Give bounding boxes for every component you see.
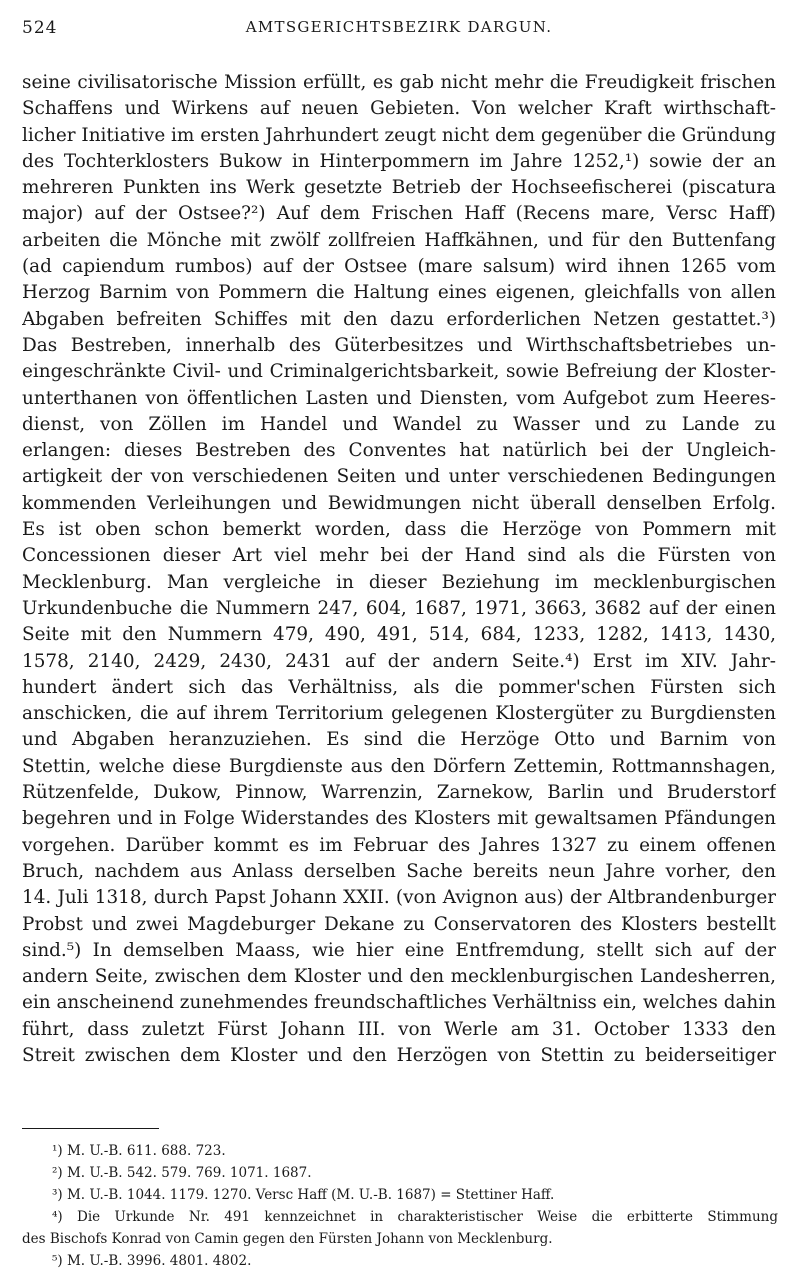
body-line: Concessionen dieser Art viel mehr bei der Hand sind als die Fürsten von [22, 545, 776, 567]
body-line: mehreren Punkten ins Werk gesetzte Betrieb der Hochseefischerei (piscatura [22, 177, 776, 199]
body-line: Schaffens und Wirkens auf neuen Gebieten. Von welcher Kraft wirthschaft- [22, 98, 776, 120]
body-line: kommenden Verleihungen und Bewidmungen nicht überall denselben Erfolg. [22, 492, 776, 514]
footnote-rule [22, 1128, 159, 1129]
body-line: Abgaben befreiten Schiffes mit den dazu erforderlichen Netzen gestattet.³) [22, 308, 776, 330]
body-line: 1578, 2140, 2429, 2430, 2431 auf der andern Seite.⁴) Erst im XIV. Jahr- [22, 650, 776, 672]
footnote: ³) M. U.-B. 1044. 1179. 1270. Versc Haff (M. U.-B. 1687) = Stettiner Haff. [52, 1187, 555, 1203]
body-line: unterthanen von öffentlichen Lasten und Diensten, vom Aufgebot zum Heeres- [22, 387, 776, 409]
footnotes [22, 1140, 778, 1272]
body-line: eingeschränkte Civil- und Criminalgerichtsbarkeit, sowie Befreiung der Kloster- [22, 361, 776, 383]
body-line: seine civilisatorische Mission erfüllt, es gab nicht mehr die Freudigkeit frischen [22, 72, 776, 93]
body-line: führt, dass zuletzt Fürst Johann III. von Werle am 31. October 1333 den [22, 1018, 776, 1040]
body-line: artigkeit der von verschiedenen Seiten und unter verschiedenen Bedingungen [22, 466, 776, 488]
body-line: Es ist oben schon bemerkt worden, dass die Herzöge von Pommern mit [22, 519, 776, 541]
body-line: Rützenfelde, Dukow, Pinnow, Warrenzin, Zarnekow, Barlin und Bruderstorf [22, 782, 776, 804]
body-line: Streit zwischen dem Kloster und den Herzögen von Stettin zu beiderseitiger [22, 1044, 776, 1066]
body-line: Probst und zwei Magdeburger Dekane zu Conservatoren des Klosters bestellt [22, 913, 776, 935]
body-line: major) auf der Ostsee?²) Auf dem Frischen Haff (Recens mare, Versc Haff) [22, 203, 776, 225]
body-line: Herzog Barnim von Pommern die Haltung eines eigenen, gleichfalls von allen [22, 282, 776, 304]
body-line: vorgehen. Darüber kommt es im Februar des Jahres 1327 zu einem offenen [22, 834, 776, 856]
body-line: Bruch, nachdem aus Anlass derselben Sache bereits neun Jahre vorher, den [22, 860, 776, 882]
body-line: ein anscheinend zunehmendes freundschaftliches Verhältniss ein, welches dahin [22, 992, 776, 1014]
body-line: licher Initiative im ersten Jahrhundert zeugt nicht dem gegenüber die Gründung [22, 124, 776, 146]
body-line: Das Bestreben, innerhalb des Güterbesitzes und Wirthschaftsbetriebes un- [22, 334, 776, 356]
body-line: 14. Juli 1318, durch Papst Johann XXII. (von Avignon aus) der Altbrandenburger [22, 887, 776, 909]
page-number: 524 [22, 18, 58, 38]
body-line: sind.⁵) In demselben Maass, wie hier eine Entfremdung, stellt sich auf der [22, 939, 776, 961]
body-line: andern Seite, zwischen dem Kloster und den mecklenburgischen Landesherren, [22, 966, 776, 988]
body-line: hundert ändert sich das Verhältniss, als die pommer'schen Fürsten sich [22, 676, 776, 698]
body-line: anschicken, die auf ihrem Territorium gelegenen Klostergüter zu Burgdiensten [22, 703, 776, 725]
body-line: Stettin, welche diese Burgdienste aus den Dörfern Zettemin, Rottmannshagen, [22, 755, 776, 777]
body-line: erlangen: dieses Bestreben des Conventes hat natürlich bei der Ungleich- [22, 440, 776, 462]
footnote: ⁵) M. U.-B. 3996. 4801. 4802. [52, 1253, 252, 1269]
running-head: AMTSGERICHTSBEZIRK DARGUN. [245, 18, 553, 36]
footnote: ²) M. U.-B. 542. 579. 769. 1071. 1687. [52, 1165, 312, 1181]
body-line: begehren und in Folge Widerstandes des Klosters mit gewaltsamen Pfändungen [22, 808, 776, 830]
body-line: Mecklenburg. Man vergleiche in dieser Beziehung im mecklenburgischen [22, 571, 776, 593]
body-line: des Tochterklosters Bukow in Hinterpommern im Jahre 1252,¹) sowie der an [22, 150, 776, 172]
page-header [22, 14, 776, 42]
footnote: ⁴) Die Urkunde Nr. 491 kennzeichnet in charakteristischer Weise die erbitterte Stimmung [52, 1209, 778, 1225]
body-line: Urkundenbuche die Nummern 247, 604, 1687, 1971, 3663, 3682 auf der einen [22, 597, 776, 619]
body-line: dienst, von Zöllen im Handel und Wandel zu Wasser und zu Lande zu [22, 413, 776, 435]
body-line: und Abgaben heranzuziehen. Es sind die Herzöge Otto und Barnim von [22, 729, 776, 751]
footnote: des Bischofs Konrad von Camin gegen den Fürsten Johann von Mecklenburg. [22, 1231, 553, 1247]
footnote: ¹) M. U.-B. 611. 688. 723. [52, 1143, 226, 1159]
body-line: arbeiten die Mönche mit zwölf zollfreien Haffkähnen, und für den Buttenfang [22, 229, 776, 251]
body-line: (ad capiendum rumbos) auf der Ostsee (mare salsum) wird ihnen 1265 vom [22, 256, 776, 278]
body-text [22, 70, 776, 1069]
body-line: Seite mit den Nummern 479, 490, 491, 514, 684, 1233, 1282, 1413, 1430, [22, 624, 776, 646]
